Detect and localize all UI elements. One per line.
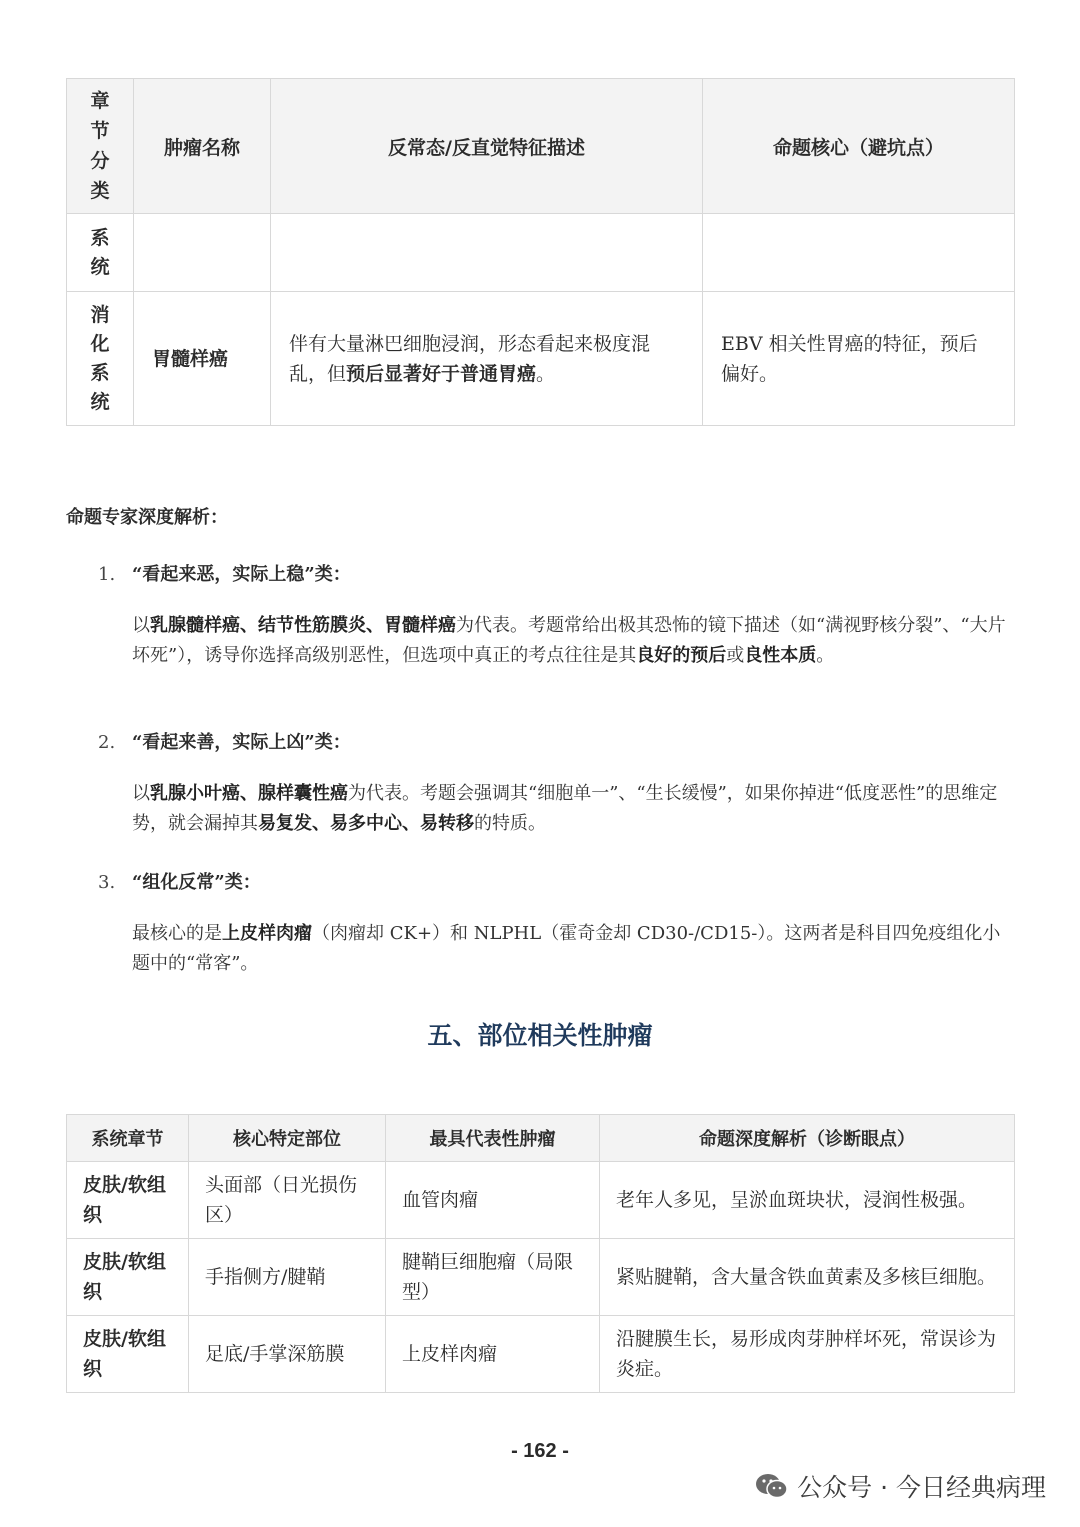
col-header-name: 肿瘤名称 <box>134 79 271 214</box>
cell-desc <box>271 214 703 292</box>
item-number: 1. <box>98 564 116 585</box>
cell-tumor: 血管肉瘤 <box>386 1162 600 1239</box>
table-row <box>67 1162 1015 1239</box>
cell-system: 皮肤/软组织 <box>67 1162 189 1239</box>
cell-name: 胃髓样癌 <box>134 292 271 426</box>
body-emphasis: 良好的预后 <box>636 645 727 666</box>
cell-analysis: 紧贴腱鞘，含大量含铁血黄素及多核巨细胞。 <box>600 1239 1015 1316</box>
item-number: 2. <box>98 732 116 753</box>
cell-desc <box>271 292 703 426</box>
cell-core <box>703 214 1015 292</box>
body-text: 最核心的是 <box>132 923 222 944</box>
desc-end: 。 <box>536 362 556 385</box>
body-emphasis: 乳腺小叶癌、腺样囊性癌 <box>150 783 348 804</box>
cell-site: 足底/手掌深筋膜 <box>189 1316 386 1393</box>
col-header-core: 命题核心（避坑点） <box>703 79 1015 214</box>
analysis-item-body <box>132 611 1012 671</box>
body-emphasis: 易复发、易多中心、易转移 <box>258 813 474 834</box>
body-text: 为代表。考题会强调其“细胞单一”、“生长缓慢”，如果你掉进“低度恶性”的思维定势，就会漏掉其 <box>132 783 998 834</box>
cell-name <box>134 214 271 292</box>
table-site-tumors <box>66 1114 1015 1393</box>
body-text: 以 <box>132 615 150 636</box>
item-title-text: “看起来善，实际上凶”类： <box>132 732 351 753</box>
analysis-heading: 命题专家深度解析： <box>66 507 228 528</box>
table-row <box>67 214 1015 292</box>
analysis-item-title <box>98 868 261 894</box>
section-title: 五、部位相关性肿瘤 <box>427 1021 653 1050</box>
body-emphasis: 上皮样肉瘤 <box>222 923 312 944</box>
col-header-site: 核心特定部位 <box>189 1115 386 1162</box>
cell-analysis: 老年人多见，呈淤血斑块状，浸润性极强。 <box>600 1162 1015 1239</box>
table-header-row <box>67 79 1015 214</box>
body-text: 的特质。 <box>474 813 546 834</box>
item-title-text: “看起来恶，实际上稳”类： <box>132 564 351 585</box>
table-row <box>67 1316 1015 1393</box>
cell-tumor: 腱鞘巨细胞瘤（局限型） <box>386 1239 600 1316</box>
col-header-system: 系统章节 <box>67 1115 189 1162</box>
table-row <box>67 292 1015 426</box>
cell-site: 头面部（日光损伤区） <box>189 1162 386 1239</box>
cell-analysis: 沿腱膜生长，易形成肉芽肿样坏死，常误诊为炎症。 <box>600 1316 1015 1393</box>
wechat-icon <box>755 1473 789 1499</box>
cell-category: 系 统 <box>67 214 134 292</box>
item-number: 3. <box>98 872 116 893</box>
analysis-item-body <box>132 779 1012 839</box>
item-title-text: “组化反常”类： <box>132 872 261 893</box>
analysis-item-body <box>132 919 1012 979</box>
desc-text: 伴有大量淋巴细胞浸润，形态看起来极度混乱，但 <box>289 332 651 385</box>
cell-category: 消 化 系 统 <box>67 292 134 426</box>
cell-system: 皮肤/软组织 <box>67 1316 189 1393</box>
col-header-analysis: 命题深度解析（诊断眼点） <box>600 1115 1015 1162</box>
body-text: 。 <box>816 645 835 666</box>
cell-core: EBV 相关性胃癌的特征，预后偏好。 <box>703 292 1015 426</box>
body-emphasis: 良性本质 <box>744 645 817 666</box>
cell-site: 手指侧方/腱鞘 <box>189 1239 386 1316</box>
desc-emphasis: 预后显著好于普通胃癌 <box>346 362 537 385</box>
page-number: - 162 - <box>511 1440 569 1462</box>
body-text: 或 <box>726 645 745 666</box>
body-text: 以 <box>132 783 150 804</box>
table-row <box>67 1239 1015 1316</box>
col-header-tumor: 最具代表性肿瘤 <box>386 1115 600 1162</box>
table-tumor-features <box>66 78 1015 426</box>
body-text: （肉瘤却 CK+）和 NLPHL（霍奇金却 CD30-/CD15-）。这两者是科目四免疫组化小题中的“常客”。 <box>132 923 1001 974</box>
footer-label: 公众号 · 今日经典病理 <box>797 1473 1046 1502</box>
analysis-item-title <box>98 560 351 586</box>
table-header-row <box>67 1115 1015 1162</box>
analysis-item-title <box>98 728 351 754</box>
footer-watermark <box>755 1468 1046 1504</box>
col-header-category: 章 节 分 类 <box>67 79 134 214</box>
col-header-desc: 反常态/反直觉特征描述 <box>271 79 703 214</box>
cell-system: 皮肤/软组织 <box>67 1239 189 1316</box>
body-emphasis: 乳腺髓样癌、结节性筋膜炎、胃髓样癌 <box>150 615 456 636</box>
body-text: 为代表。考题常给出极其恐怖的镜下描述（如“满视野核分裂”、“大片坏死”），诱导你选择高级别恶性，但选项中真正的考点往往是其 <box>132 615 1006 666</box>
cell-tumor: 上皮样肉瘤 <box>386 1316 600 1393</box>
